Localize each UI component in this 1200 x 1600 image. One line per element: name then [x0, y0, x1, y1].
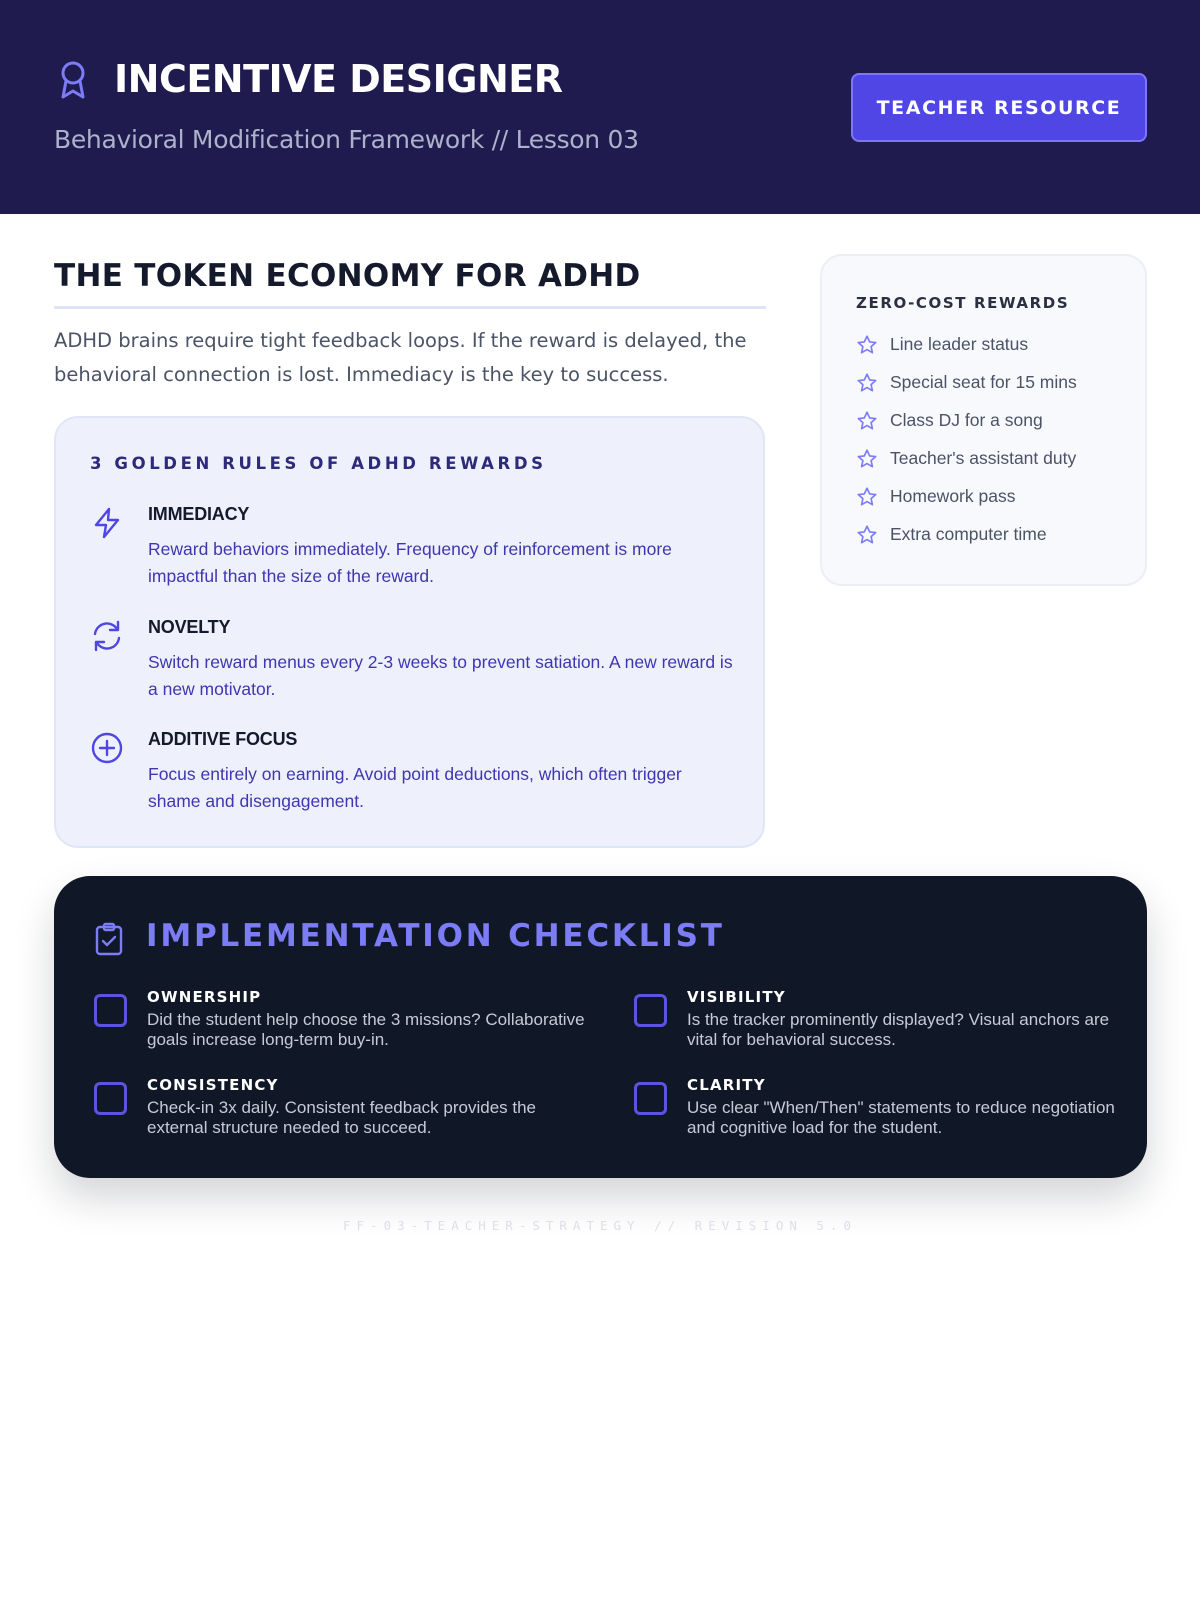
star-icon — [856, 486, 878, 508]
checklist-item-title: VISIBILITY — [687, 988, 786, 1006]
clipboard-check-icon — [94, 922, 124, 956]
app-subtitle: Behavioral Modification Framework // Lesson 03 — [54, 125, 639, 154]
teacher-resource-button[interactable]: TEACHER RESOURCE — [851, 73, 1147, 142]
rule-description: Reward behaviors immediately. Frequency of reinforcement is more impactful than the size of the reward. — [148, 539, 672, 586]
lightning-icon — [90, 506, 124, 540]
refresh-icon — [90, 619, 124, 653]
award-ribbon-icon — [58, 60, 88, 100]
rule-description: Focus entirely on earning. Avoid point deductions, which often trigger shame and disengagement. — [148, 764, 682, 811]
app-title: INCENTIVE DESIGNER — [114, 57, 563, 101]
footer-reference: FF-03-TEACHER-STRATEGY // REVISION 5.0 — [343, 1218, 857, 1233]
implementation-checklist-card — [54, 876, 1147, 1178]
star-icon — [856, 410, 878, 432]
checkbox[interactable] — [94, 1082, 127, 1115]
star-icon — [856, 448, 878, 470]
golden-rules-heading: 3 GOLDEN RULES OF ADHD REWARDS — [90, 454, 547, 473]
reward-label: Line leader status — [890, 334, 1029, 354]
golden-rules-card — [54, 416, 765, 848]
page-title: THE TOKEN ECONOMY FOR ADHD — [54, 258, 641, 294]
checklist-item-title: CLARITY — [687, 1076, 766, 1094]
star-icon — [856, 372, 878, 394]
checklist-item-title: CONSISTENCY — [147, 1076, 279, 1094]
checklist-item-description: Did the student help choose the 3 missions? Collaborative goals increase long-term buy-in. — [147, 1010, 585, 1049]
checkbox[interactable] — [94, 994, 127, 1027]
checklist-item-description: Use clear "When/Then" statements to reduce negotiation and cognitive load for the student. — [687, 1098, 1115, 1137]
reward-label: Extra computer time — [890, 524, 1047, 544]
checklist-item-description: Check-in 3x daily. Consistent feedback provides the external structure needed to succeed. — [147, 1098, 536, 1137]
plus-circle-icon — [90, 731, 124, 765]
rule-title: ADDITIVE FOCUS — [148, 729, 298, 749]
rule-title: IMMEDIACY — [148, 504, 250, 524]
intro-paragraph: ADHD brains require tight feedback loops. If the reward is delayed, the behavioral connection is lost. Immediacy is the key to success. — [54, 329, 747, 386]
reward-label: Teacher's assistant duty — [890, 448, 1077, 468]
checklist-item-description: Is the tracker prominently displayed? Visual anchors are vital for behavioral success. — [687, 1010, 1110, 1049]
checkbox[interactable] — [634, 1082, 667, 1115]
rule-title: NOVELTY — [148, 617, 231, 637]
star-icon — [856, 334, 878, 356]
checklist-title: IMPLEMENTATION CHECKLIST — [146, 918, 725, 954]
reward-label: Homework pass — [890, 486, 1016, 506]
checkbox[interactable] — [634, 994, 667, 1027]
star-icon — [856, 524, 878, 546]
reward-label: Special seat for 15 mins — [890, 372, 1077, 392]
zero-cost-rewards-card — [820, 254, 1147, 586]
checklist-item-title: OWNERSHIP — [147, 988, 262, 1006]
rewards-heading: ZERO-COST REWARDS — [856, 294, 1070, 312]
reward-label: Class DJ for a song — [890, 410, 1043, 430]
header — [0, 0, 1200, 214]
rule-description: Switch reward menus every 2-3 weeks to prevent satiation. A new reward is a new motivator. — [148, 652, 733, 699]
title-divider — [54, 306, 766, 309]
